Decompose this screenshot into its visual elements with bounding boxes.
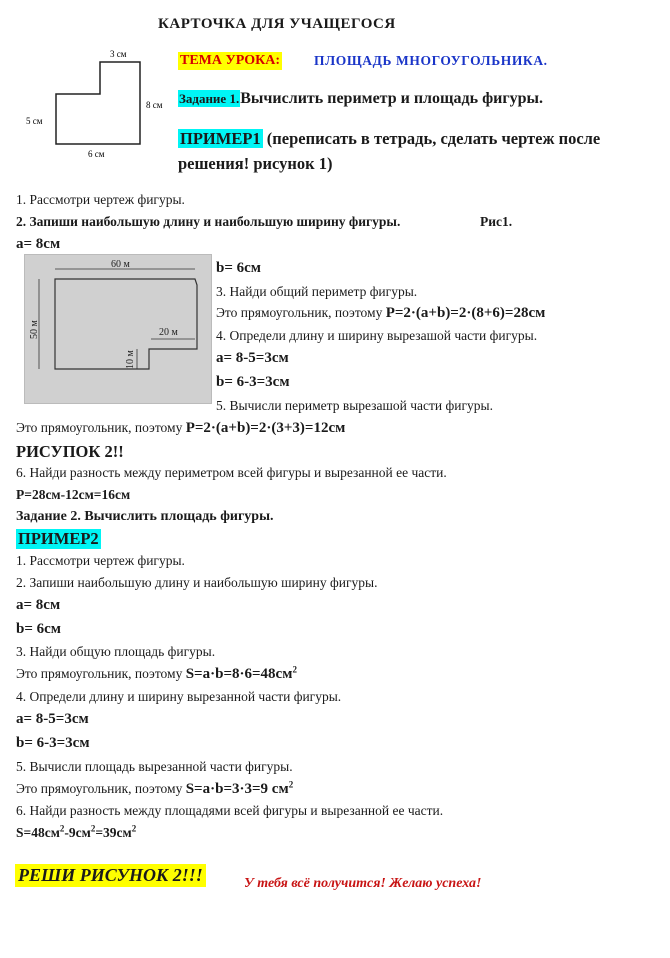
- example-1-heading: [178, 126, 648, 176]
- step-2-6: 6. Найди разность между площадями всей фигуры и вырезанной ее части.: [16, 803, 444, 818]
- figure-2-notch-label: 10 м: [125, 350, 136, 369]
- task-1-text: Вычислить периметр и площадь фигуры.: [240, 90, 544, 107]
- value-b-3: b= 6см: [16, 621, 62, 637]
- step-2-3: 3. Найди общую площадь фигуры.: [16, 644, 216, 659]
- area-result: $S=48см^2-9см^2=39см^2$: [16, 823, 137, 840]
- example-1-tag: ПРИМЕР1: [180, 129, 261, 148]
- value-a-2: a= 8-5=3см: [216, 350, 289, 366]
- task-1: [178, 90, 543, 108]
- step-2-5-formula-line: Это прямоугольник, поэтому S=a·b=3·3=9 $см^2$: [16, 779, 294, 797]
- step-2-5: 5. Вычисли площадь вырезанной части фигуры.: [16, 759, 293, 774]
- footer-wish: У тебя всё получится! Желаю успеха!: [244, 876, 482, 891]
- example-2-tag: ПРИМЕР2: [18, 529, 99, 548]
- step-2-2: 2. Запиши наибольшую длину и наибольшую ширину фигуры.: [16, 575, 378, 590]
- figure-1-outline: [56, 62, 140, 144]
- step-1-3: 3. Найди общий периметр фигуры.: [216, 284, 418, 299]
- step-1-2: 2. Запиши наибольшую длину и наибольшую ширину фигуры.: [16, 214, 401, 229]
- step-1-4: 4. Определи длину и ширину вырезашой части фигуры.: [216, 328, 538, 343]
- value-a-3: a= 8см: [16, 597, 61, 613]
- step-1-1: 1. Рассмотри чертеж фигуры.: [16, 192, 185, 207]
- perimeter-formula-1: P=2·(a+b)=2·(8+6)=28см: [385, 305, 546, 321]
- step-1-6: 6. Найди разность между периметром всей фигуры и вырезанной ее части.: [16, 465, 447, 480]
- example-1-text: (переписать в тетрадь, сделать чертеж после решения! рисунок 1): [178, 129, 601, 173]
- perimeter-formula-2: P=2·(a+b)=2·(3+3)=12см: [185, 420, 346, 436]
- value-b-4: b= 6-3=3см: [16, 735, 90, 751]
- value-b-2: b= 6-3=3см: [216, 374, 290, 390]
- value-a-4: a= 8-5=3см: [16, 711, 89, 727]
- value-a-1: a= 8см: [16, 236, 61, 252]
- footer-task: РЕШИ РИСУНОК 2!!!: [15, 864, 206, 887]
- figure-2-photo: [24, 254, 212, 404]
- figure-2-left-label: 50 м: [29, 320, 40, 339]
- step-2-4: 4. Определи длину и ширину вырезанной части фигуры.: [16, 689, 342, 704]
- step-1-3-formula-line: Это прямоугольник, поэтому P=2·(a+b)=2·(8+6)=28см: [216, 305, 546, 321]
- area-formula-1: S=a·b=8·6=48см: [185, 666, 293, 682]
- figure-1-right-label: 8 см: [146, 100, 163, 110]
- step-1-5: 5. Вычисли периметр вырезашой части фигуры.: [216, 398, 493, 413]
- card-title: КАРТОЧКА ДЛЯ УЧАЩЕГОСЯ: [158, 16, 396, 32]
- step-1-5-formula-line: Это прямоугольник, поэтому P=2·(a+b)=2·(3+3)=12см: [16, 420, 346, 436]
- task-2: Задание 2. Вычислить площадь фигуры.: [16, 509, 274, 524]
- figure-ref-1: Рис1.: [480, 214, 513, 229]
- topic-text: ПЛОЩАДЬ МНОГОУГОЛЬНИКА.: [314, 53, 548, 68]
- figure-1-bottom-label: 6 см: [88, 149, 105, 159]
- step-2-3-formula-line: Это прямоугольник, поэтому $S=a\cdot b=8\cdot 6=48см^2$: [16, 664, 297, 682]
- figure-1-top-label: 3 см: [110, 49, 127, 59]
- area-formula-2: S=a·b=3·3=9 см: [185, 781, 289, 797]
- figure-2-top-label: 60 м: [111, 259, 130, 270]
- figure-1-diagram: [22, 46, 182, 166]
- figure-2-diagram: [25, 255, 211, 403]
- figure-2-inner-label: 20 м: [159, 327, 178, 338]
- task-1-tag: Задание 1.: [179, 91, 240, 106]
- perimeter-result: P=28см-12см=16см: [16, 487, 131, 502]
- topic-label: ТЕМА УРОКА:: [180, 53, 281, 68]
- figure-1-left-label: 5 см: [26, 116, 43, 126]
- step-2-1: 1. Рассмотри чертеж фигуры.: [16, 553, 185, 568]
- value-b-1: b= 6см: [216, 260, 262, 276]
- figure-2-callout: РИСУПОК 2!!: [16, 442, 124, 461]
